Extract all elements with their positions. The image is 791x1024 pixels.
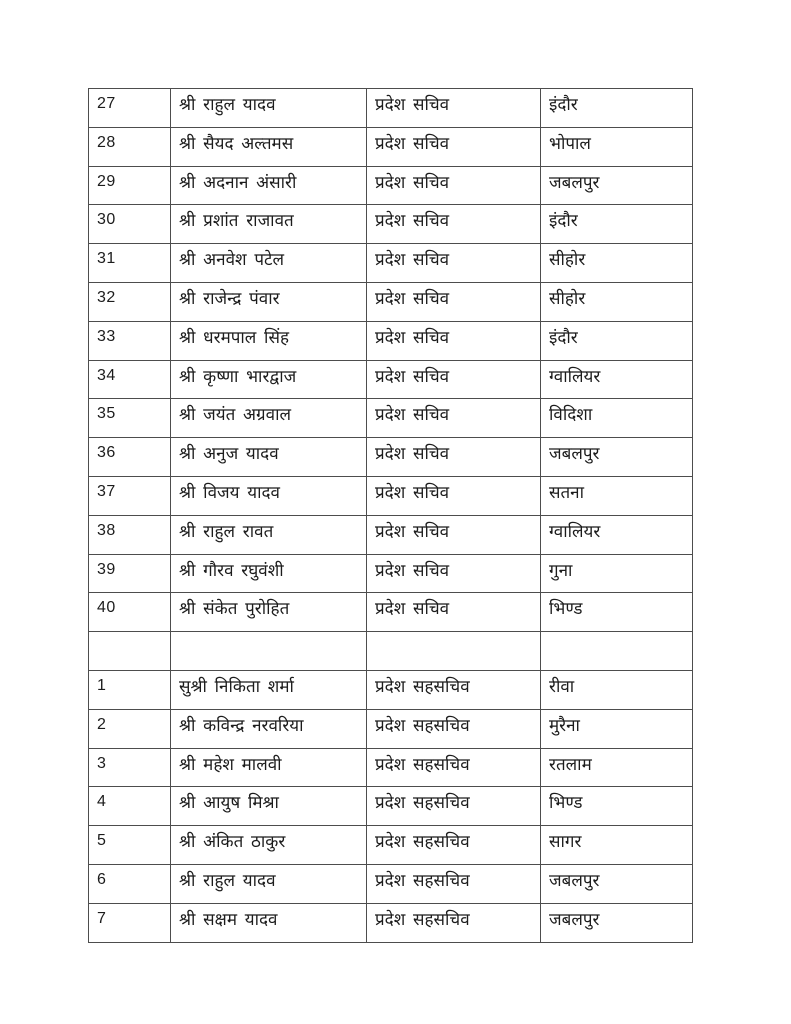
cell-serial-number: 39 [89,554,171,593]
cell-city: भिण्ड [541,787,693,826]
cell-designation: प्रदेश सचिव [367,166,541,205]
cell-designation: प्रदेश सचिव [367,399,541,438]
cell-member-name: श्री सक्षम यादव [171,903,367,942]
cell-designation: प्रदेश सचिव [367,321,541,360]
table-row [89,709,693,748]
table-row [89,515,693,554]
cell-designation: प्रदेश सचिव [367,282,541,321]
cell-member-name: श्री राजेन्द्र पंवार [171,282,367,321]
table-row [89,670,693,709]
table-row [89,360,693,399]
cell-city: गुना [541,554,693,593]
cell-city: सीहोर [541,282,693,321]
table-row [89,399,693,438]
cell-city: ग्वालियर [541,515,693,554]
table-row [89,632,693,671]
cell-designation: प्रदेश सचिव [367,205,541,244]
cell-serial-number: 38 [89,515,171,554]
cell-member-name: श्री राहुल यादव [171,864,367,903]
cell-designation: प्रदेश सहसचिव [367,903,541,942]
cell-serial-number: 30 [89,205,171,244]
cell-member-name: श्री अदनान अंसारी [171,166,367,205]
table-row [89,826,693,865]
cell-member-name: श्री अनवेश पटेल [171,244,367,283]
cell-serial-number: 3 [89,748,171,787]
cell-designation: प्रदेश सचिव [367,554,541,593]
cell-city: भिण्ड [541,593,693,632]
cell-member-name: श्री गौरव रघुवंशी [171,554,367,593]
cell-member-name: श्री सैयद अल्तमस [171,127,367,166]
cell-city: इंदौर [541,321,693,360]
cell-member-name: श्री धरमपाल सिंह [171,321,367,360]
cell-designation: प्रदेश सचिव [367,244,541,283]
cell-designation: प्रदेश सचिव [367,515,541,554]
cell-city: सतना [541,476,693,515]
cell-city: इंदौर [541,205,693,244]
cell-serial-number [89,632,171,671]
table-row [89,864,693,903]
cell-serial-number: 7 [89,903,171,942]
cell-serial-number: 31 [89,244,171,283]
cell-serial-number: 2 [89,709,171,748]
cell-serial-number: 32 [89,282,171,321]
table-row [89,748,693,787]
cell-designation: प्रदेश सचिव [367,127,541,166]
table-row [89,89,693,128]
cell-serial-number: 29 [89,166,171,205]
cell-member-name: श्री प्रशांत राजावत [171,205,367,244]
cell-city: विदिशा [541,399,693,438]
cell-serial-number: 1 [89,670,171,709]
cell-serial-number: 27 [89,89,171,128]
cell-member-name: श्री कविन्द्र नरवरिया [171,709,367,748]
table-row [89,205,693,244]
cell-city: जबलपुर [541,864,693,903]
table-row [89,476,693,515]
cell-member-name: सुश्री निकिता शर्मा [171,670,367,709]
table-row [89,127,693,166]
cell-city: रीवा [541,670,693,709]
cell-serial-number: 33 [89,321,171,360]
table-row [89,903,693,942]
cell-city: मुरैना [541,709,693,748]
cell-city: भोपाल [541,127,693,166]
cell-designation: प्रदेश सचिव [367,438,541,477]
cell-member-name: श्री जयंत अग्रवाल [171,399,367,438]
cell-city: सीहोर [541,244,693,283]
table-body [89,89,693,943]
cell-designation: प्रदेश सहसचिव [367,709,541,748]
cell-serial-number: 28 [89,127,171,166]
members-table [88,88,693,943]
cell-city: ग्वालियर [541,360,693,399]
cell-city [541,632,693,671]
cell-serial-number: 35 [89,399,171,438]
cell-designation: प्रदेश सहसचिव [367,826,541,865]
cell-city: जबलपुर [541,903,693,942]
cell-city: इंदौर [541,89,693,128]
cell-city: रतलाम [541,748,693,787]
cell-designation [367,632,541,671]
cell-serial-number: 4 [89,787,171,826]
cell-member-name: श्री अंकित ठाकुर [171,826,367,865]
cell-serial-number: 5 [89,826,171,865]
cell-city: जबलपुर [541,438,693,477]
table-row [89,244,693,283]
cell-member-name: श्री आयुष मिश्रा [171,787,367,826]
cell-designation: प्रदेश सहसचिव [367,787,541,826]
cell-serial-number: 36 [89,438,171,477]
table-row [89,438,693,477]
cell-designation: प्रदेश सचिव [367,593,541,632]
cell-designation: प्रदेश सचिव [367,89,541,128]
cell-serial-number: 37 [89,476,171,515]
cell-designation: प्रदेश सचिव [367,476,541,515]
cell-designation: प्रदेश सहसचिव [367,864,541,903]
cell-member-name: श्री अनुज यादव [171,438,367,477]
cell-city: जबलपुर [541,166,693,205]
cell-designation: प्रदेश सहसचिव [367,670,541,709]
cell-member-name: श्री महेश मालवी [171,748,367,787]
table-row [89,166,693,205]
table-row [89,321,693,360]
cell-serial-number: 40 [89,593,171,632]
cell-member-name: श्री विजय यादव [171,476,367,515]
table-row [89,282,693,321]
cell-designation: प्रदेश सहसचिव [367,748,541,787]
cell-member-name: श्री राहुल रावत [171,515,367,554]
cell-designation: प्रदेश सचिव [367,360,541,399]
table-row [89,593,693,632]
cell-member-name: श्री कृष्णा भारद्वाज [171,360,367,399]
cell-city: सागर [541,826,693,865]
cell-member-name [171,632,367,671]
cell-member-name: श्री संकेत पुरोहित [171,593,367,632]
cell-member-name: श्री राहुल यादव [171,89,367,128]
cell-serial-number: 34 [89,360,171,399]
table-row [89,554,693,593]
cell-serial-number: 6 [89,864,171,903]
table-row [89,787,693,826]
